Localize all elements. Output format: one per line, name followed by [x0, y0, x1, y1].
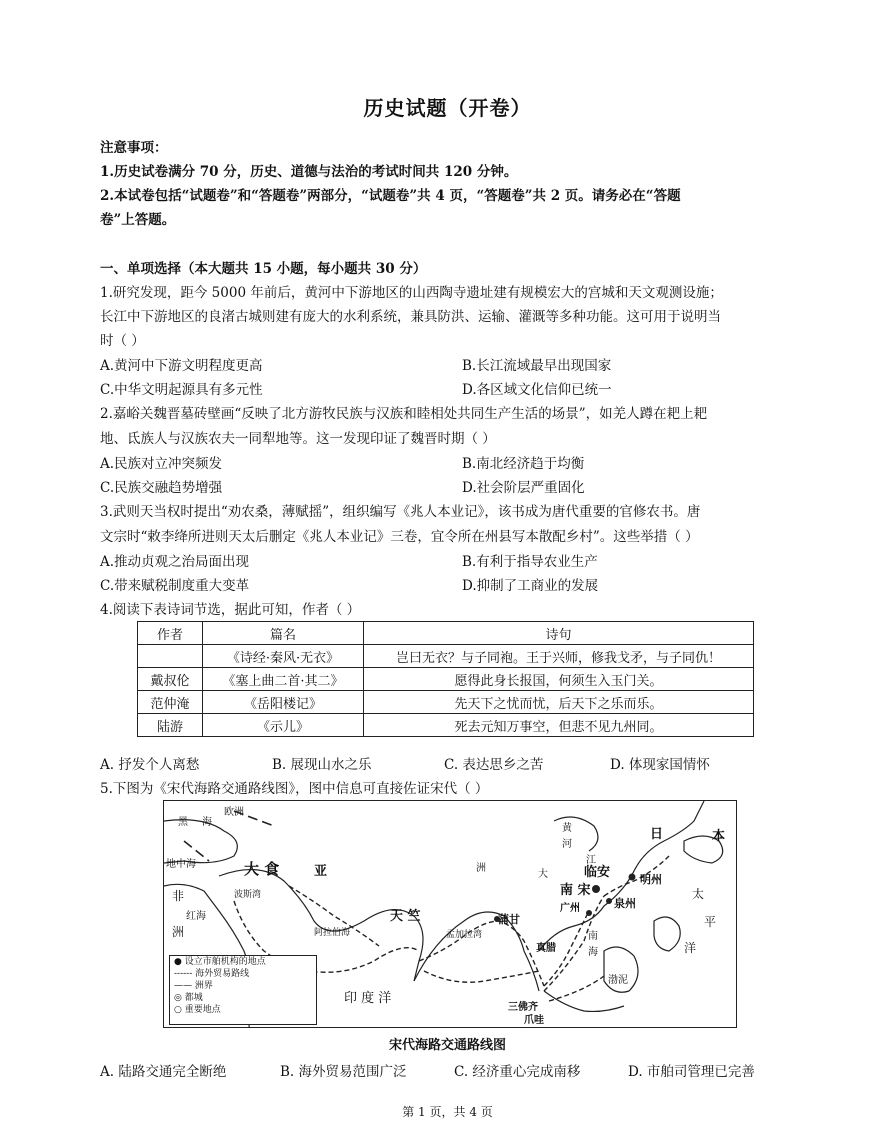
label-dashi: 大 食 [244, 860, 280, 878]
notice-item-2: 2.本试卷包括“试题卷”和“答题卷”两部分，“试题卷”共 4 页，“答题卷”共 2 页。请务必在“答题 [100, 188, 681, 204]
label-europe: 欧洲 [224, 807, 244, 818]
cell-author [138, 645, 203, 668]
q5-stem: 5.下图为《宋代海路交通路线图》，图中信息可直接佐证宋代（ ） [100, 781, 489, 797]
q4-stem: 4.阅读下表诗词节选，据此可知，作者（ ） [100, 602, 361, 618]
label-linan: 临安 [584, 865, 611, 880]
q3-stem-1: 3.武则天当权时提出“劝农桑，薄赋摇”，组织编写《兆人本业记》，该书成为唐代重要的官修农书。唐 [100, 504, 701, 520]
label-indian-ocean: 印 度 洋 [344, 991, 392, 1006]
label-river: 河 [562, 839, 572, 850]
notice-item-1: 1.历史试卷满分 70 分，历史、道德与法治的考试时间共 120 分钟。 [100, 164, 518, 180]
q2-option-c: C.民族交融趋势增强 [100, 480, 223, 496]
cell-author: 范仲淹 [138, 691, 203, 714]
q4-option-b: B. 展现山水之乐 [272, 757, 372, 773]
label-guangzhou: 广州 [560, 903, 580, 914]
q2-option-d: D.社会阶层严重固化 [462, 480, 585, 496]
label-quanzhou: 泉州 [614, 897, 636, 910]
table-row [138, 691, 754, 714]
q5-option-c: C. 经济重心完成南移 [454, 1064, 581, 1080]
q1-option-b: B.长江流域最早出现国家 [462, 358, 612, 374]
q2-stem-1: 2.嘉峪关魏晋墓砖壁画“反映了北方游牧民族与汉族和睦相处共同生产生活的场景”，如羌人蹲在耙上耙 [100, 406, 708, 422]
label-pacific-tai: 太 [692, 887, 705, 901]
song-sea-route-map [163, 800, 737, 1028]
label-mediterranean: 地中海 [166, 859, 196, 870]
label-africa: 非 [172, 889, 185, 903]
q4-option-a: A. 抒发个人离愁 [100, 757, 200, 773]
legend-item: —— 洲界 [174, 981, 213, 991]
q2-option-b: B.南北经济趋于均衡 [462, 456, 585, 472]
cell-title: 《塞上曲二首·其二》 [203, 668, 364, 691]
page-footer: 第 1 页，共 4 页 [402, 1105, 493, 1119]
table-row [138, 714, 754, 737]
cell-author: 陆游 [138, 714, 203, 737]
label-red-sea: 红海 [186, 911, 206, 922]
legend-item: ○ 重要地点 [174, 1005, 221, 1015]
cell-title: 《诗经·秦风·无衣》 [203, 645, 364, 668]
label-japan-ri: 日 [650, 827, 664, 842]
q1-stem-2: 长江中下游地区的良渚古城则建有庞大的水利系统，兼具防洪、运输、灌溉等多种功能。这可用于说明当 [100, 309, 721, 325]
cell-verse: 先天下之忧而忧，后天下之乐而乐。 [364, 691, 754, 714]
label-tianzhu: 天 竺 [390, 909, 421, 924]
label-persian-gulf: 波斯湾 [234, 890, 262, 900]
label-japan-ben: 本 [712, 829, 726, 844]
q1-stem-3: 时（ ） [100, 333, 145, 349]
q3-option-c: C.带来赋税制度重大变革 [100, 578, 250, 594]
label-bay-of-bengal: 孟加拉湾 [446, 930, 483, 940]
legend-item: ◎ 都城 [174, 993, 203, 1003]
section-heading: 一、单项选择（本大题共 15 小题，每小题共 30 分） [100, 261, 427, 277]
label-da: 大 [538, 869, 548, 880]
label-pacific-yang: 洋 [684, 941, 697, 955]
label-south-sea: 海 [588, 947, 598, 958]
map-legend [169, 955, 317, 1025]
map-caption: 宋代海路交通路线图 [388, 1038, 506, 1053]
label-jiang: 江 [586, 855, 596, 866]
cell-title: 《岳阳楼记》 [203, 691, 364, 714]
label-yellow: 黄 [562, 823, 572, 834]
q3-option-b: B.有利于指导农业生产 [462, 554, 598, 570]
q4-option-d: D. 体现家国情怀 [610, 757, 710, 773]
label-pagan: 蒲甘 [498, 913, 520, 926]
cell-author: 戴叔伦 [138, 668, 203, 691]
label-asia-zhou: 洲 [476, 863, 486, 874]
label-zhenla: 真腊 [536, 943, 556, 954]
q4-option-c: C. 表达思乡之苦 [444, 757, 544, 773]
notice-heading: 注意事项： [100, 140, 168, 156]
legend-item: ● 设立市舶机构的地点 [174, 957, 266, 967]
label-southern-song: 南 宋 [560, 883, 591, 898]
cell-verse: 岂曰无衣？与子同袍。王于兴师，修我戈矛，与子同仇！ [364, 645, 754, 668]
q5-option-b: B. 海外贸易范围广泛 [280, 1064, 407, 1080]
q1-option-d: D.各区域文化信仰已统一 [462, 382, 612, 398]
label-asia: 亚 [314, 864, 328, 879]
q2-option-a: A.民族对立冲突频发 [100, 456, 223, 472]
label-boni: 渤泥 [608, 975, 628, 986]
notice-item-2-cont: 卷”上答题。 [100, 212, 176, 228]
cell-verse: 死去元知万事空，但悲不见九州同。 [364, 714, 754, 737]
q3-stem-2: 文宗时“敕李绛所进则天太后删定《兆人本业记》三卷，宜令所在州县写本散配乡村”。这些举措（ ） [100, 529, 699, 545]
label-srivijaya: 三佛齐 [508, 1002, 538, 1013]
header-title: 篇名 [203, 622, 364, 645]
legend-item: ------ 海外贸易路线 [174, 969, 250, 979]
label-mingzhou: 明州 [640, 873, 662, 886]
q3-option-d: D.抑制了工商业的发展 [462, 578, 599, 594]
q2-stem-2: 地、氐族人与汉族农夫一同犁地等。这一发现印证了魏晋时期（ ） [100, 431, 496, 447]
label-arabian-sea: 阿拉伯海 [314, 928, 351, 938]
page-title: 历史试题（开卷） [363, 96, 532, 120]
label-java: 爪哇 [524, 1015, 544, 1026]
table-header-row [138, 622, 754, 645]
label-south: 南 [588, 931, 598, 942]
header-verse: 诗句 [364, 622, 754, 645]
label-pacific-ping: 平 [704, 915, 717, 929]
cell-title: 《示儿》 [203, 714, 364, 737]
q1-stem-1: 1.研究发现，距今 5000 年前后，黄河中下游地区的山西陶寺遗址建有规模宏大的宫城和天文观测设施； [100, 285, 723, 301]
table-row [138, 668, 754, 691]
label-africa-zhou: 洲 [172, 925, 185, 939]
label-sea: 海 [202, 817, 212, 828]
label-black: 黑 [178, 817, 188, 828]
q1-option-a: A.黄河中下游文明程度更高 [100, 358, 263, 374]
q5-option-d: D. 市舶司管理已完善 [628, 1064, 755, 1080]
poem-table [137, 621, 754, 737]
q3-option-a: A.推动贞观之治局面出现 [100, 554, 250, 570]
q1-option-c: C.中华文明起源具有多元性 [100, 382, 263, 398]
header-author: 作者 [138, 622, 203, 645]
cell-verse: 愿得此身长报国，何须生入玉门关。 [364, 668, 754, 691]
table-row [138, 645, 754, 668]
q5-option-a: A. 陆路交通完全断绝 [100, 1064, 227, 1080]
